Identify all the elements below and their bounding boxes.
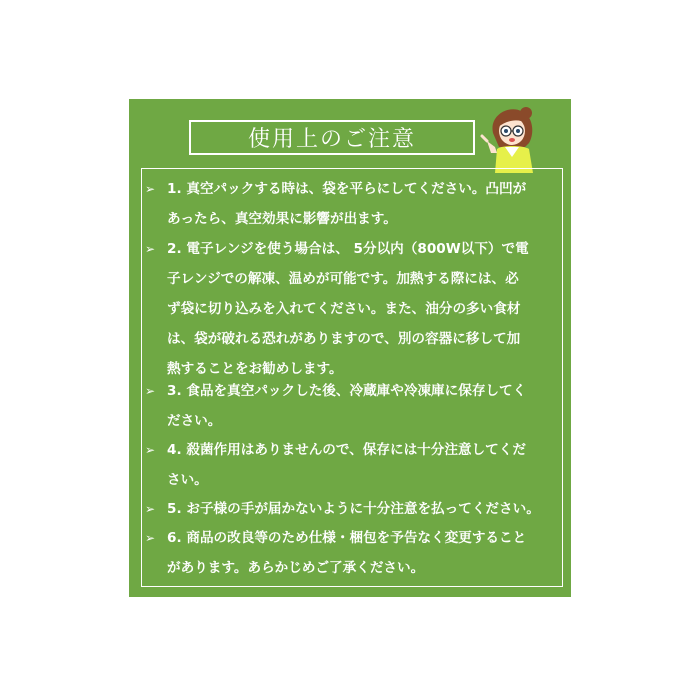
arrow-bullet-icon: ➢ [145, 531, 156, 545]
arrow-bullet-icon: ➢ [145, 502, 156, 516]
page-title: 使用上のご注意 [247, 127, 416, 152]
notice-list: ➢ 1. 真空パックする時は、袋を平らにしてください。凸凹が あったら、真空効果に影響が出ます。 ➢ 2. 電子レンジを使う場合は、 5分以内（800W以下）で電 子レンジでの解凍、温めが可能です。加熱する際には、必 ず袋に切り込みを入れてください。また、油分の多い食材 は、袋が破れる恐れがありますので、別の容器に移して加 熱することをお勧めします。 ➢ 3. 食品を真空パックした後、冷蔵庫や冷凍庫に保存してく ださい。 ➢ 4. 殺菌作用はありませんので、保存には十分注意してくだ さい。 ➢ 5. お子様の手が届かないように十分注意を払ってください。 ➢ 6. 商品の改良等のため仕様・梱包を予告なく変更すること があります。あらかじめご了承ください。 [141, 168, 563, 587]
notice-panel [129, 99, 571, 597]
arrow-bullet-icon: ➢ [145, 443, 156, 457]
cartoon-woman-icon [479, 103, 549, 173]
arrow-bullet-icon: ➢ [145, 384, 156, 398]
title-box [189, 120, 475, 155]
arrow-bullet-icon: ➢ [145, 242, 156, 256]
arrow-bullet-icon: ➢ [145, 182, 156, 196]
